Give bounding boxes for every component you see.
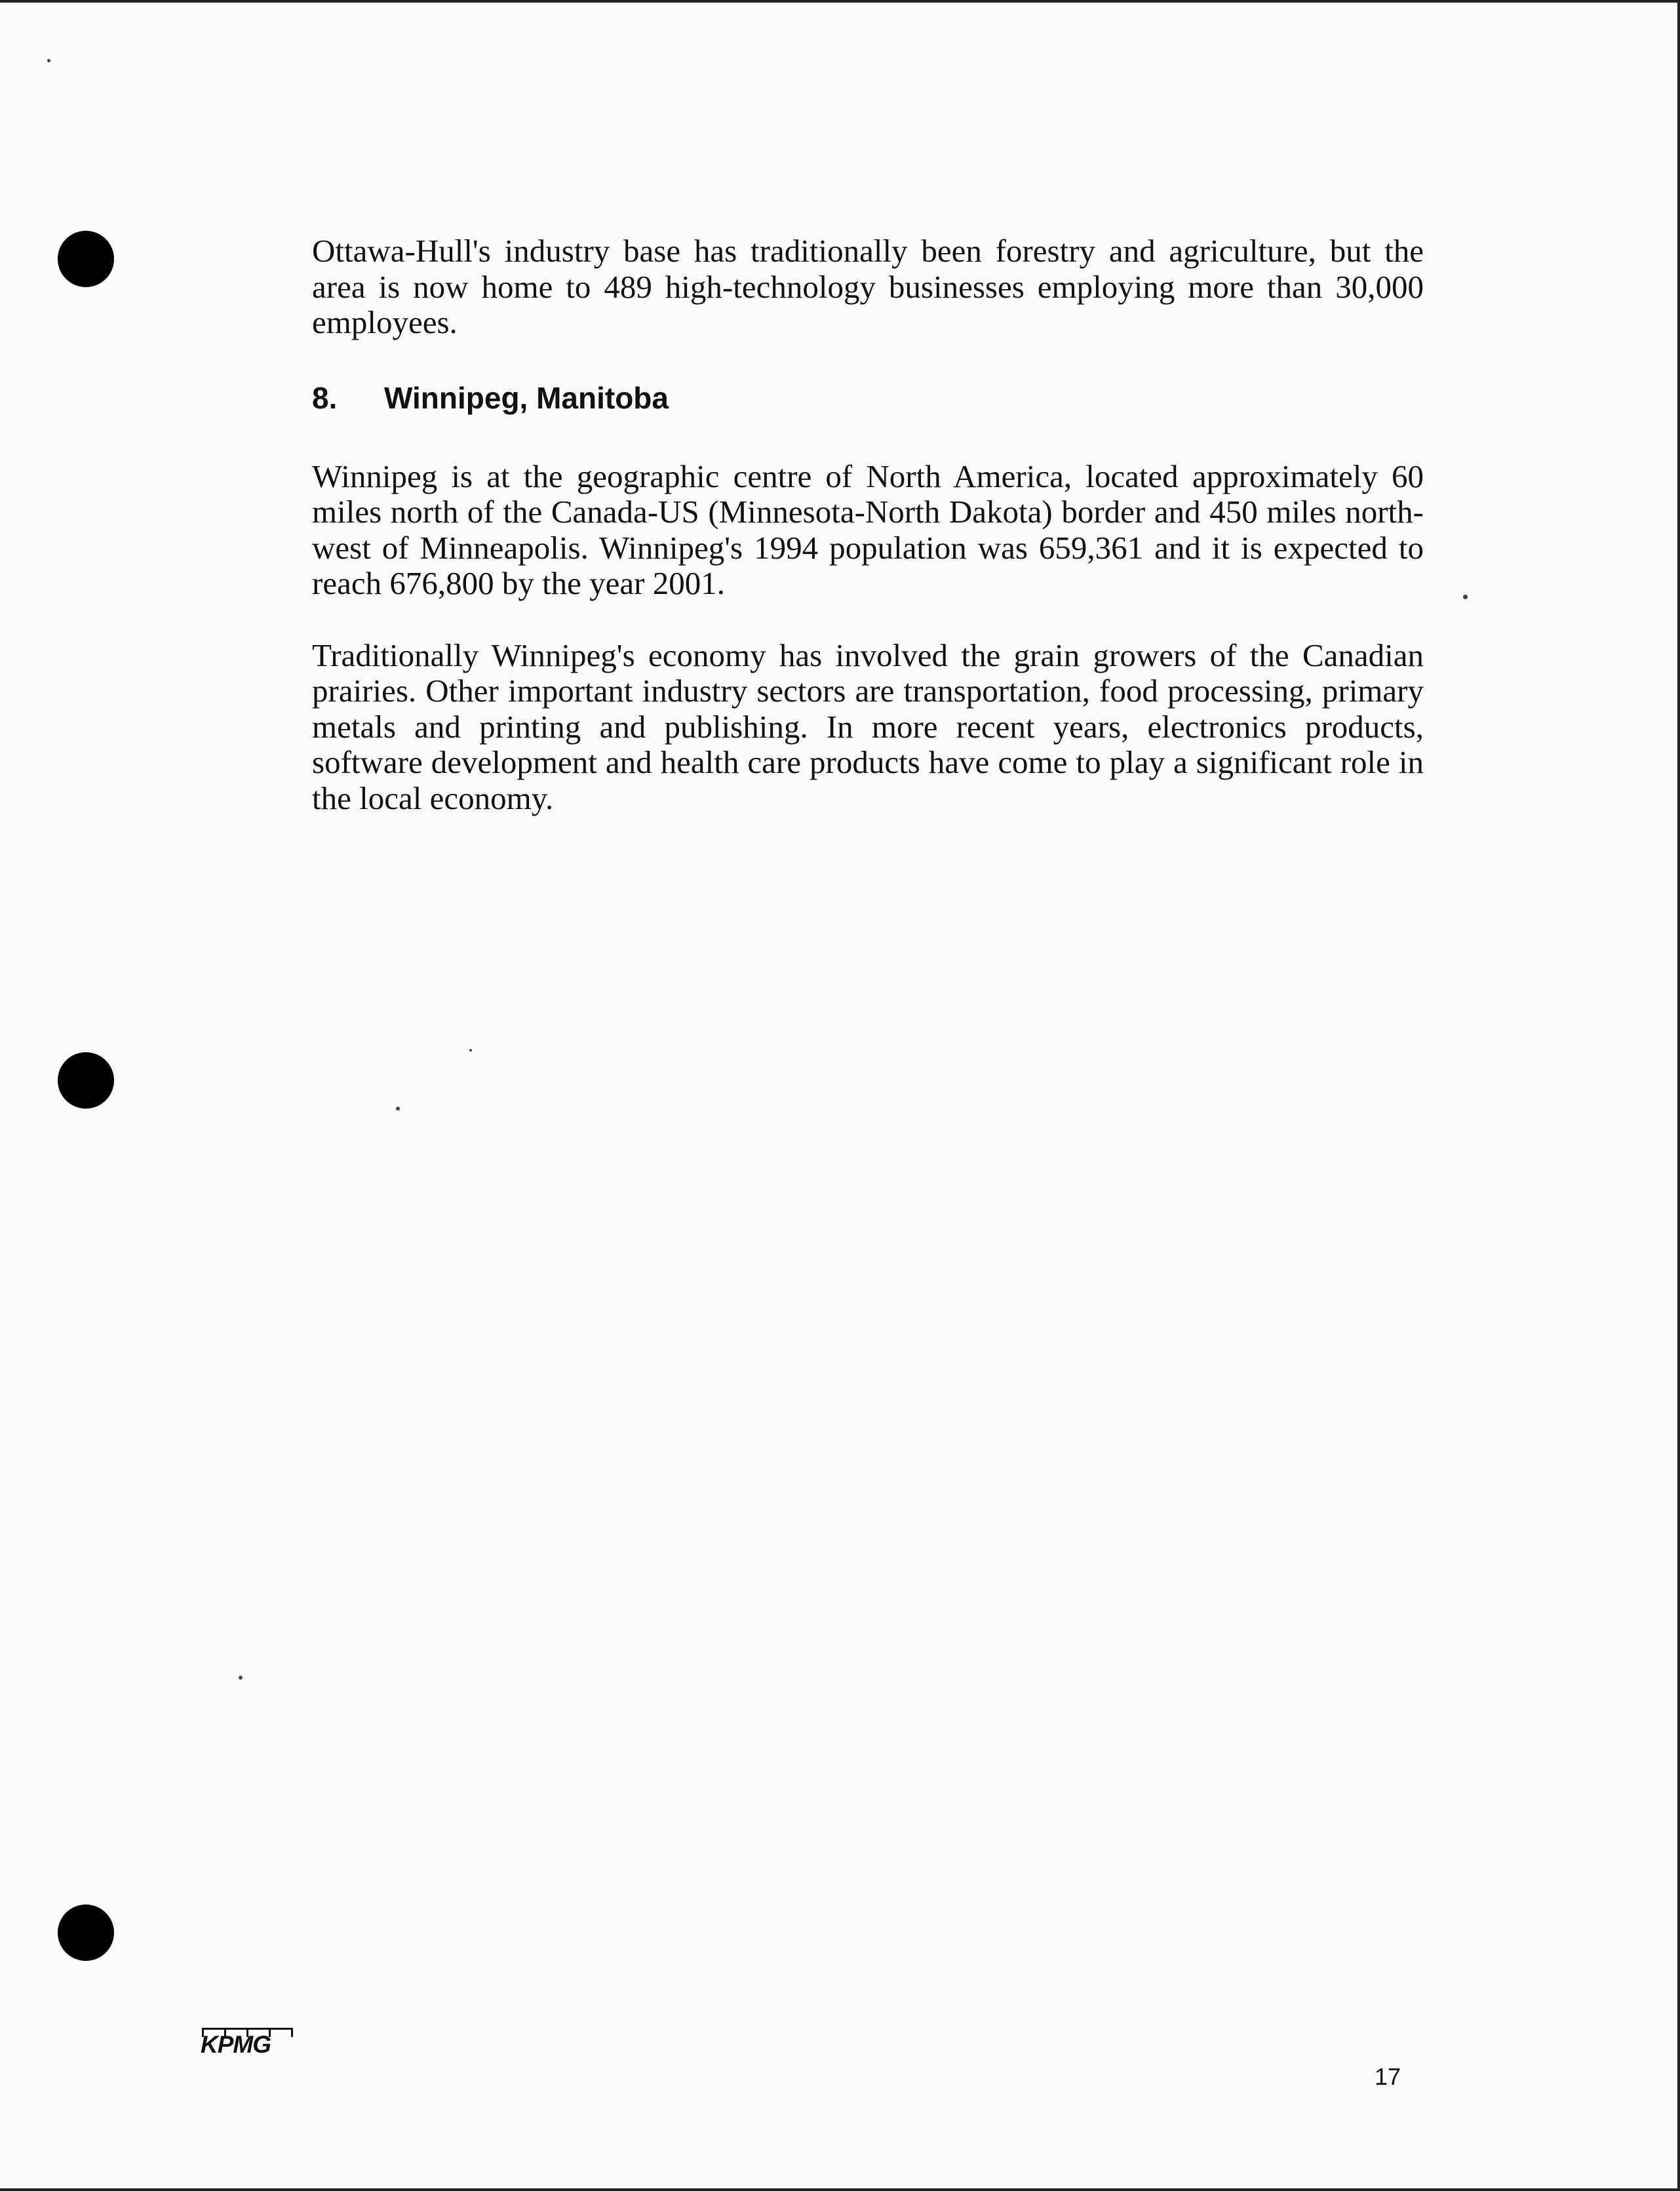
paragraph-winnipeg-location: Winnipeg is at the geographic centre of North America, located approximately 60 miles north of the Canada-US (Minnesota-North Dakota) border and 450 miles north-west of Minneapolis. Winnipeg's 1994 population was 659,361 and it is expected to reach 676,800 by the year 2001.	[312, 458, 1424, 601]
section-title: Winnipeg, Manitoba	[384, 380, 669, 415]
scan-speck	[469, 1049, 472, 1052]
punch-hole	[58, 1052, 114, 1109]
paragraph-winnipeg-economy: Traditionally Winnipeg's economy has involved the grain growers of the Canadian prairies. Other important industry sectors are transportation, food processing, primary metals and printing and publishing. In more recent years, electronics products, software development and health care products have come to play a significant role in the local economy.	[312, 637, 1424, 816]
kpmg-logo	[201, 2028, 292, 2057]
punch-hole	[58, 231, 114, 287]
logo-text: KPMG	[201, 2031, 271, 2058]
page-right-edge	[1677, 0, 1680, 2191]
scan-speck	[239, 1676, 243, 1680]
page-number: 17	[1375, 2063, 1401, 2090]
page-bottom-edge	[0, 2188, 1680, 2191]
section-number: 8.	[312, 380, 338, 415]
page-top-edge	[0, 0, 1680, 3]
punch-hole	[58, 1905, 114, 1961]
paragraph-ottawa-hull: Ottawa-Hull's industry base has traditionally been forestry and agriculture, but the area is now home to 489 high-technology businesses employing more than 30,000 employees.	[312, 233, 1424, 340]
scan-speck	[47, 59, 50, 62]
scan-speck	[396, 1107, 400, 1111]
main-content	[312, 233, 1424, 816]
scan-speck	[1463, 595, 1468, 599]
section-heading	[312, 380, 1424, 416]
